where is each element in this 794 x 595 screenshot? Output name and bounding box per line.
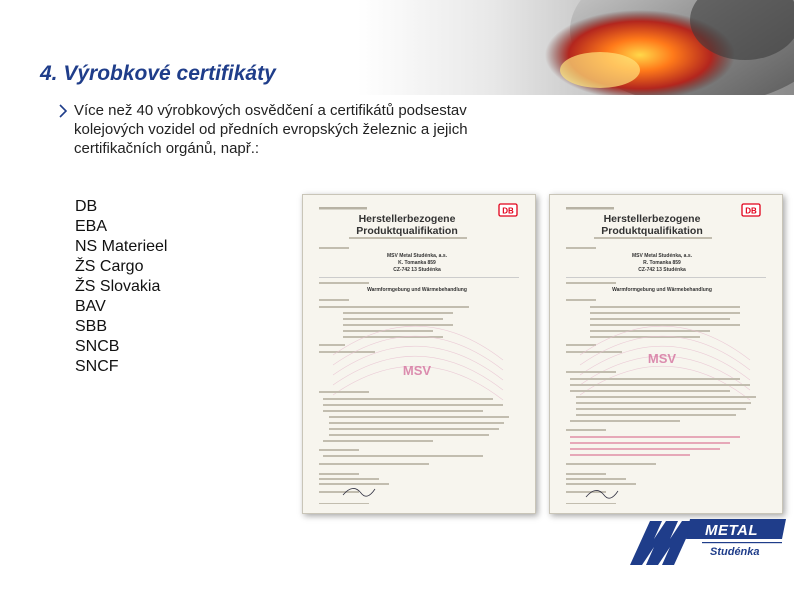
list-item: DB [75, 198, 98, 215]
cert-heading: Herstellerbezogene [358, 213, 456, 225]
company-logo [628, 515, 788, 570]
certificate-image [549, 194, 783, 514]
list-item: SNCB [75, 338, 120, 355]
logo-city: Studénka [710, 546, 760, 558]
certificate-image [302, 194, 536, 514]
organization-list [75, 197, 167, 377]
list-item: ŽS Cargo [75, 258, 144, 275]
cert-process: Warmformgebung und Wärmebehandlung [367, 287, 467, 293]
cert-watermark: MSV [647, 351, 677, 366]
cert-company: MSV Metal Studénka, a.s. [631, 253, 693, 259]
cert-address: CZ-742 13 Studénka [638, 267, 686, 273]
cert-address: K. Tomanka 859 [398, 260, 436, 266]
intro-text: Více než 40 výrobkových osvědčení a certifikátů podsestav kolejových vozidel od předních evropských železnic a jejich certifikačních orgánů, např.: [74, 102, 468, 157]
cert-heading: Herstellerbezogene [603, 213, 701, 225]
logo-brand: METAL [705, 522, 759, 539]
list-item: ŽS Slovakia [75, 278, 161, 295]
chevron-right-icon [58, 102, 68, 120]
list-item: SBB [75, 318, 108, 335]
db-badge: DB [502, 206, 514, 216]
cert-process: Warmformgebung und Wärmebehandlung [612, 287, 712, 293]
db-badge: DB [745, 206, 757, 216]
cert-watermark: MSV [402, 363, 432, 378]
list-item: BAV [75, 298, 106, 315]
cert-company: MSV Metal Studénka, a.s. [386, 253, 448, 259]
cert-heading: Produktqualifikation [356, 225, 458, 237]
list-item: NS Materieel [75, 238, 168, 255]
page-title: 4. Výrobkové certifikáty [40, 62, 276, 85]
cert-heading: Produktqualifikation [601, 225, 703, 237]
list-item: EBA [75, 218, 108, 235]
cert-address: CZ-742 13 Studénka [393, 267, 441, 273]
list-item: SNCF [75, 358, 119, 375]
cert-address: R. Tomanka 859 [643, 260, 681, 266]
